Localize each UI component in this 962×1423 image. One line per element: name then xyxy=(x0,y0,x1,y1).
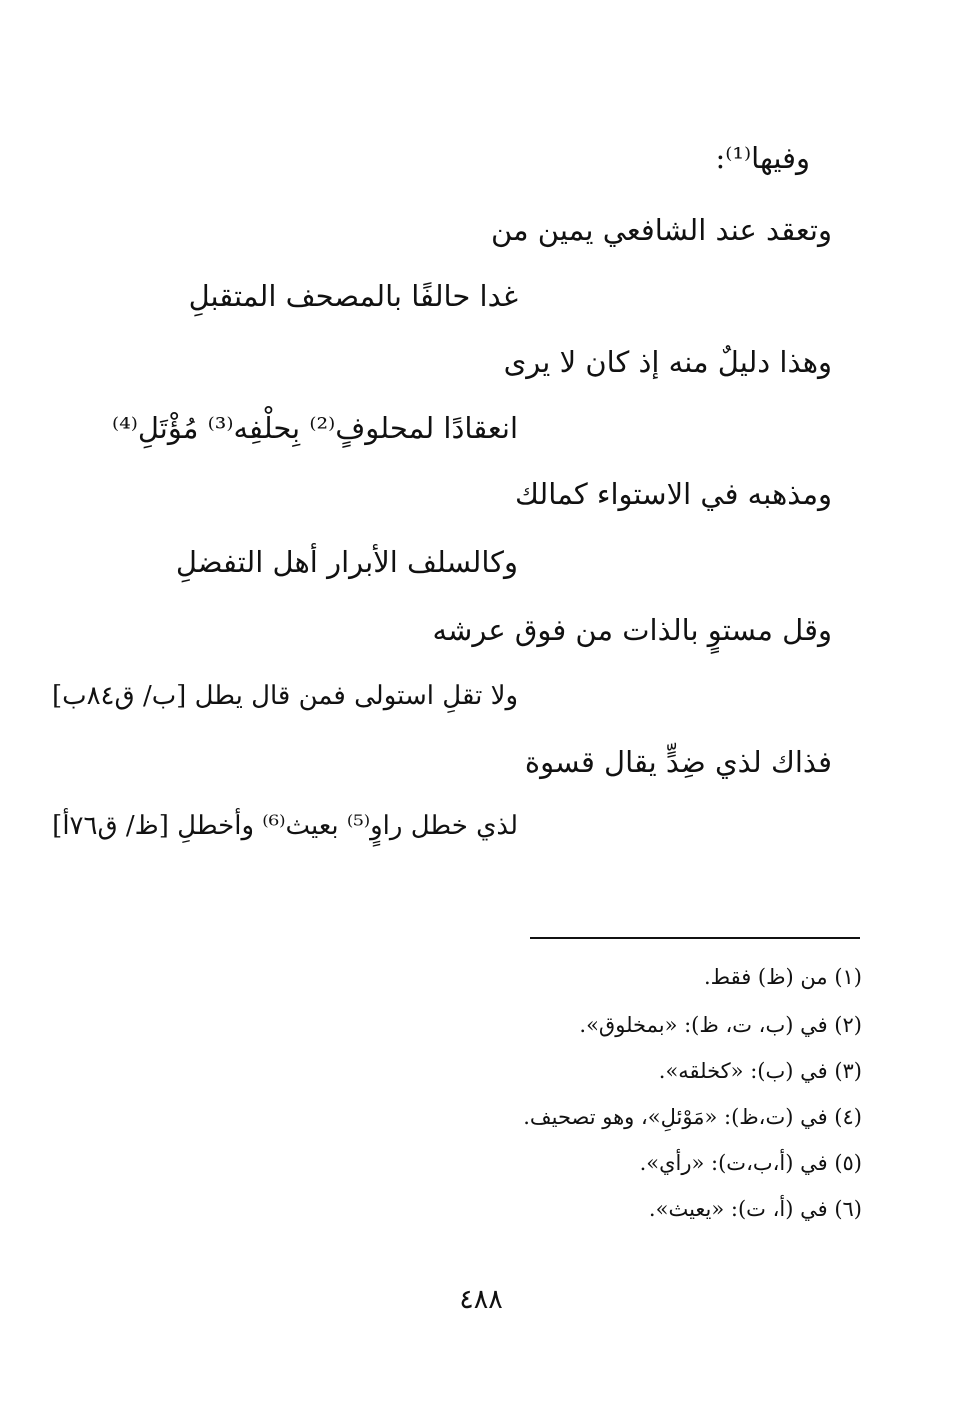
footnote-5: (٥) في (أ،ب،ت): «رأي». xyxy=(639,1151,862,1175)
verse-5-first-hemistich: فذاك لذي ضِدٍّ يقال قسوة xyxy=(524,745,832,779)
verse-4-second-hemistich: ولا تقلِ استولى فمن قال يطل [ب/ ق٨٤ب] xyxy=(51,681,518,711)
verse-1-second-hemistich: غدا حالفًا بالمصحف المتقبلِ xyxy=(188,279,518,313)
page-number: ٤٨٨ xyxy=(459,1284,503,1315)
verse-2-second-hemistich: انعقادًا لمحلوفٍ⁽²⁾ بِحلْفِه⁽³⁾ مُؤْتَلِ⁽⁴⁾ xyxy=(111,411,518,445)
footnote-2: (٢) في (ب، ت، ظ): «بمخلوق». xyxy=(579,1013,862,1037)
verse-3-second-hemistich: وكالسلف الأبرار أهل التفضلِ xyxy=(175,545,518,579)
verse-1-first-hemistich: وتعقد عند الشافعي يمين من xyxy=(490,213,832,247)
intro-heading: وفيها⁽¹⁾: xyxy=(715,141,810,175)
verse-5-second-hemistich: لذي خطل راوٍ⁽⁵⁾ بعيث⁽⁶⁾ وأخطلِ [ظ/ ق٧٦أ] xyxy=(52,811,518,841)
verse-4-first-hemistich: وقل مستوٍ بالذات من فوق عرشه xyxy=(432,613,832,647)
verse-2-first-hemistich: وهذا دليلٌ منه إذ كان لا يرى xyxy=(503,345,832,379)
footnote-3: (٣) في (ب): «كخلقه». xyxy=(658,1059,862,1083)
footnote-4: (٤) في (ت،ظ): «مَوْئلِ»، وهو تصحيف. xyxy=(523,1105,862,1129)
footnote-divider xyxy=(530,937,860,939)
footnote-6: (٦) في (أ، ت): «يعيث». xyxy=(648,1197,862,1221)
verse-3-first-hemistich: ومذهبه في الاستواء كمالك xyxy=(514,477,832,511)
footnote-1: (١) من (ظ) فقط. xyxy=(703,965,862,989)
